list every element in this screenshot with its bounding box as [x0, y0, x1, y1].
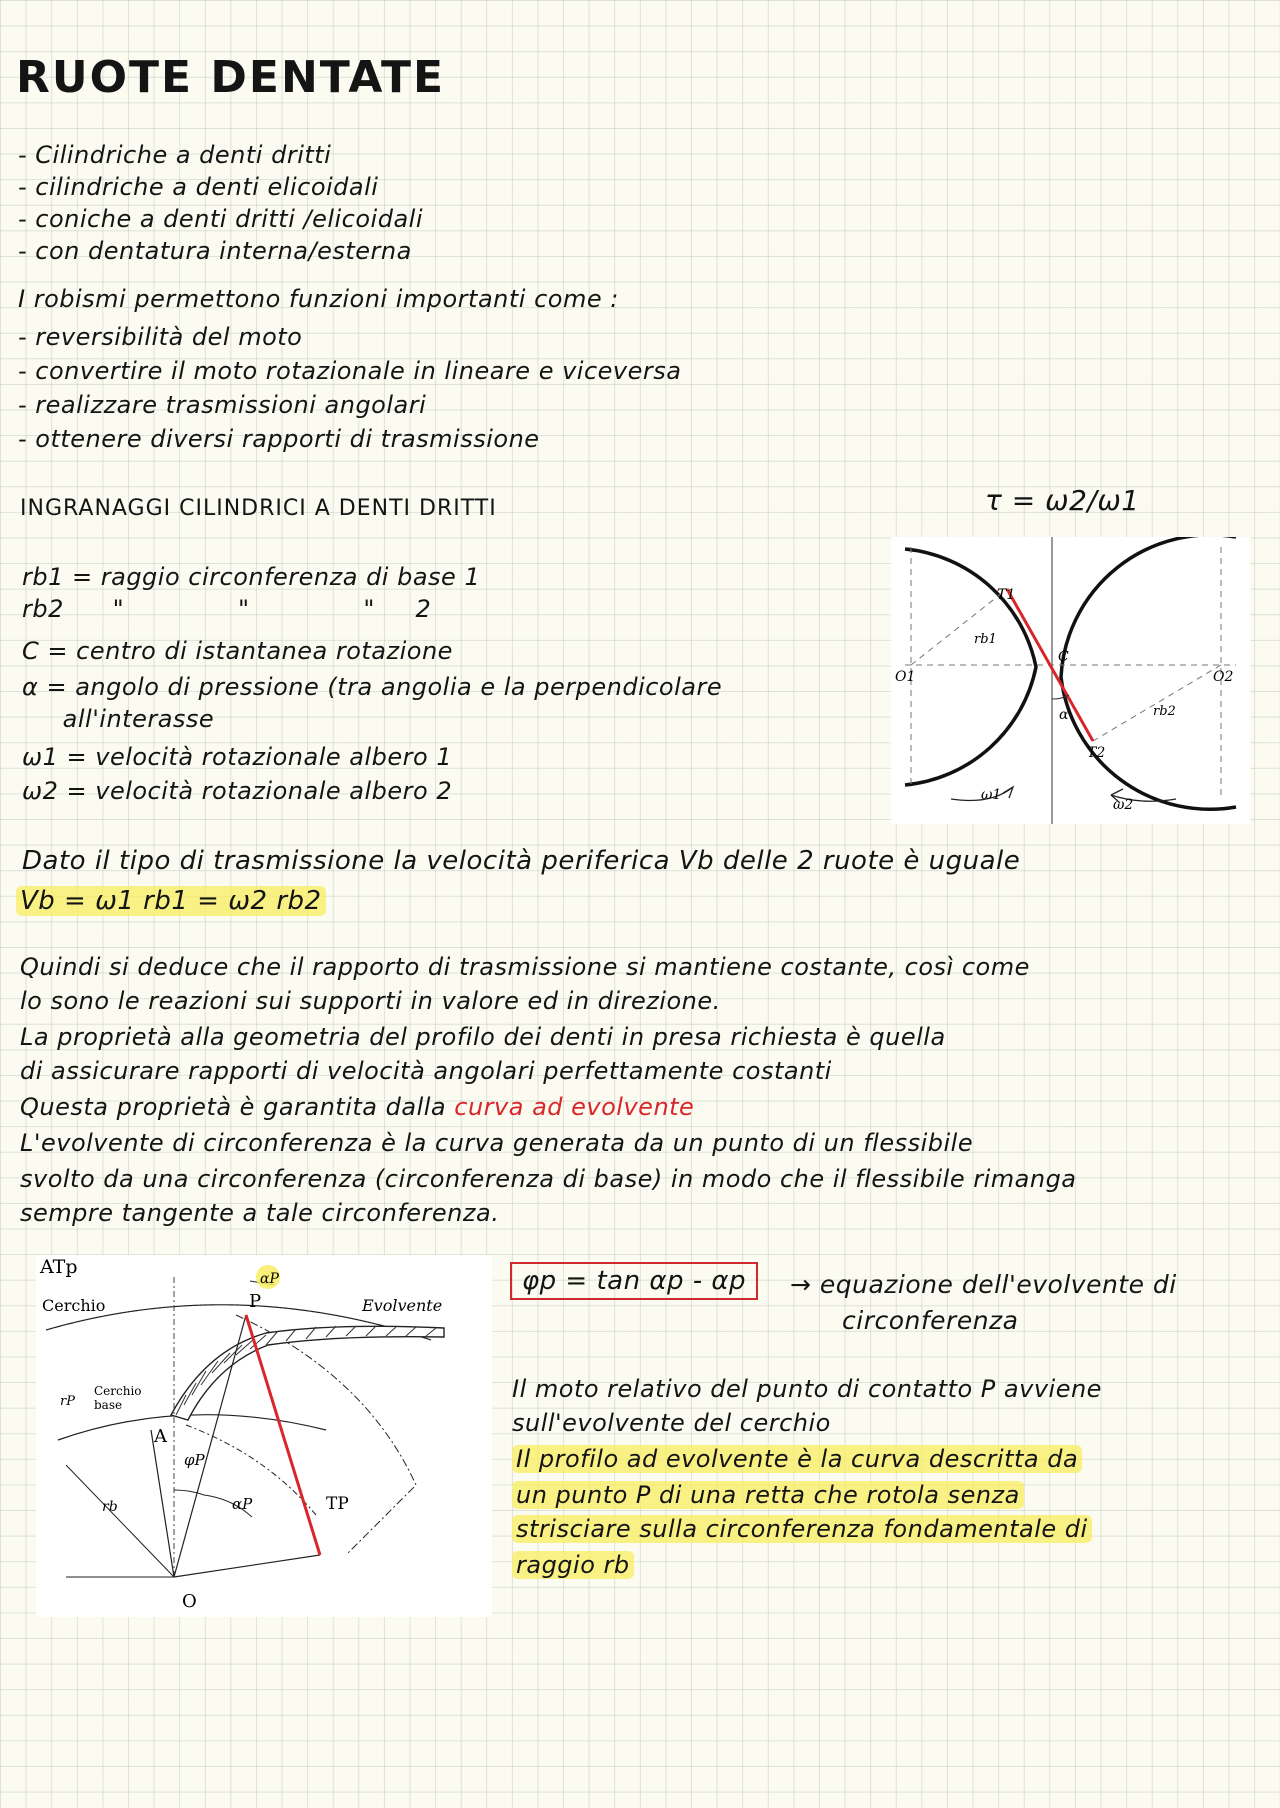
label-p: P — [249, 1291, 262, 1312]
involute-equation: φp = tan αp - αp — [510, 1262, 758, 1300]
paragraph-line: Quindi si deduce che il rapporto di trasmissione si mantiene costante, così come — [20, 953, 1030, 981]
guarantee-red-text: curva ad evolvente — [454, 1093, 695, 1121]
definition-item: C = centro di istantanea rotazione — [22, 637, 453, 665]
equation-note-line2: circonferenza — [842, 1306, 1019, 1335]
label-alpha: α — [1059, 707, 1069, 723]
definition-item: rb1 = raggio circonferenza di base 1 — [22, 563, 481, 591]
definition-item: rb2 " " " 2 — [22, 595, 432, 623]
guarantee-text: Questa proprietà è garantita dalla — [20, 1093, 447, 1121]
label-c: C — [1058, 649, 1069, 665]
gear-meshing-figure — [891, 537, 1250, 824]
profile-text-line — [512, 1514, 1092, 1544]
list-item: - convertire il moto rotazionale in lineare e viceversa — [18, 357, 682, 385]
motion-text-line: Il moto relativo del punto di contatto P avviene — [512, 1375, 1102, 1403]
list-item: - coniche a denti dritti /elicoidali — [18, 205, 423, 233]
peripheral-speed-text: Dato il tipo di trasmissione la velocità periferica Vb delle 2 ruote è uguale — [22, 846, 1021, 876]
label-cerchio-base-1: Cerchio — [94, 1384, 142, 1398]
label-tp: TP — [326, 1494, 349, 1514]
label-rb1: rb1 — [974, 632, 997, 647]
paragraph-line: La proprietà alla geometria del profilo dei denti in presa richiesta è quella — [20, 1023, 946, 1051]
profile-text-line — [512, 1550, 634, 1580]
definition-item: all'interasse — [22, 705, 215, 733]
radius-rb — [66, 1465, 174, 1577]
tooth-profile — [171, 1326, 444, 1420]
list-item: - reversibilità del moto — [18, 323, 303, 351]
line-p-tp — [246, 1315, 320, 1555]
label-o2: O2 — [1213, 669, 1234, 685]
definition-item: ω1 = velocità rotazionale albero 1 — [22, 743, 453, 771]
list-item: - ottenere diversi rapporti di trasmissione — [18, 425, 540, 453]
equation-note-line1: → equazione dell'evolvente di — [790, 1270, 1177, 1299]
definition-item: α = angolo di pressione (tra angolia e la perpendicolare — [22, 673, 723, 701]
radius-op — [174, 1315, 246, 1577]
ratio-formula: τ = ω2/ω1 — [985, 484, 1140, 517]
profile-text-line — [512, 1444, 1082, 1474]
omega1-arrowhead — [1003, 787, 1013, 798]
profile-highlight: Il profilo ad evolvente è la curva descritta da — [512, 1445, 1082, 1473]
label-cerchio-base-2: base — [94, 1398, 123, 1412]
gear-meshing-diagram — [891, 537, 1250, 824]
list-item: - Cilindriche a denti dritti — [18, 141, 332, 169]
paragraph-line: lo sono le reazioni sui supporti in valore ed in direzione. — [20, 987, 721, 1015]
list-item: - cilindriche a denti elicoidali — [18, 173, 379, 201]
motion-text-line: sull'evolvente del cerchio — [512, 1409, 831, 1437]
paragraph-line: di assicurare rapporti di velocità angolari perfettamente costanti — [20, 1057, 832, 1085]
outer-dashdot-arc — [236, 1315, 416, 1555]
label-omega1: ω1 — [981, 787, 1002, 803]
involute-figure — [36, 1255, 492, 1617]
evolvente-line: svolto da una circonferenza (circonferenza di base) in modo che il flessibile rimanga — [20, 1165, 1077, 1193]
profile-highlight: un punto P di una retta che rotola senza — [512, 1481, 1024, 1509]
profile-text-line — [512, 1480, 1024, 1510]
profile-highlight: raggio rb — [512, 1551, 634, 1579]
label-atp: ATp — [40, 1256, 78, 1278]
label-evolvente: Evolvente — [362, 1296, 443, 1315]
page-title: RUOTE DENTATE — [16, 52, 446, 103]
section-heading: INGRANAGGI CILINDRICI A DENTI DRITTI — [20, 496, 497, 521]
base-circle-arc — [58, 1415, 326, 1440]
label-omega2: ω2 — [1113, 797, 1134, 813]
phi-arc — [174, 1490, 204, 1495]
profile-highlight: strisciare sulla circonferenza fondamentale di — [512, 1515, 1092, 1543]
label-a: A — [154, 1426, 167, 1447]
label-alpha-p-top: αP — [260, 1271, 279, 1287]
base-circle-2 — [1061, 537, 1236, 809]
list-item: - realizzare trasmissioni angolari — [18, 391, 427, 419]
evolvente-line: L'evolvente di circonferenza è la curva generata da un punto di un flessibile — [20, 1129, 974, 1157]
label-cerchio: Cerchio — [42, 1296, 106, 1315]
label-t1: T1 — [997, 587, 1016, 603]
radius-rb2 — [1093, 665, 1221, 741]
list-item: - con dentatura interna/esterna — [18, 237, 412, 265]
label-phi-p: φP — [184, 1451, 205, 1469]
label-o1: O1 — [895, 669, 916, 685]
radius-oa — [151, 1430, 174, 1577]
peripheral-speed-formula: Vb = ω1 rb1 = ω2 rb2 — [16, 886, 326, 916]
label-rb2: rb2 — [1153, 704, 1176, 719]
radius-otp — [174, 1555, 320, 1577]
evolvente-line: sempre tangente a tale circonferenza. — [20, 1199, 500, 1227]
label-rp: rP — [60, 1394, 75, 1409]
label-o: O — [182, 1591, 197, 1612]
guarantee-line — [20, 1092, 694, 1122]
peripheral-speed-formula-wrap — [16, 886, 326, 916]
label-alpha-p: αP — [232, 1495, 253, 1513]
radius-rb1 — [911, 589, 1007, 665]
base-circle-1 — [905, 549, 1036, 785]
label-rb: rb — [102, 1499, 118, 1515]
mechanisms-intro: I robismi permettono funzioni importanti come : — [18, 285, 619, 313]
definition-item: ω2 = velocità rotazionale albero 2 — [22, 777, 453, 805]
involute-diagram — [36, 1255, 492, 1617]
label-t2: T2 — [1087, 745, 1106, 761]
